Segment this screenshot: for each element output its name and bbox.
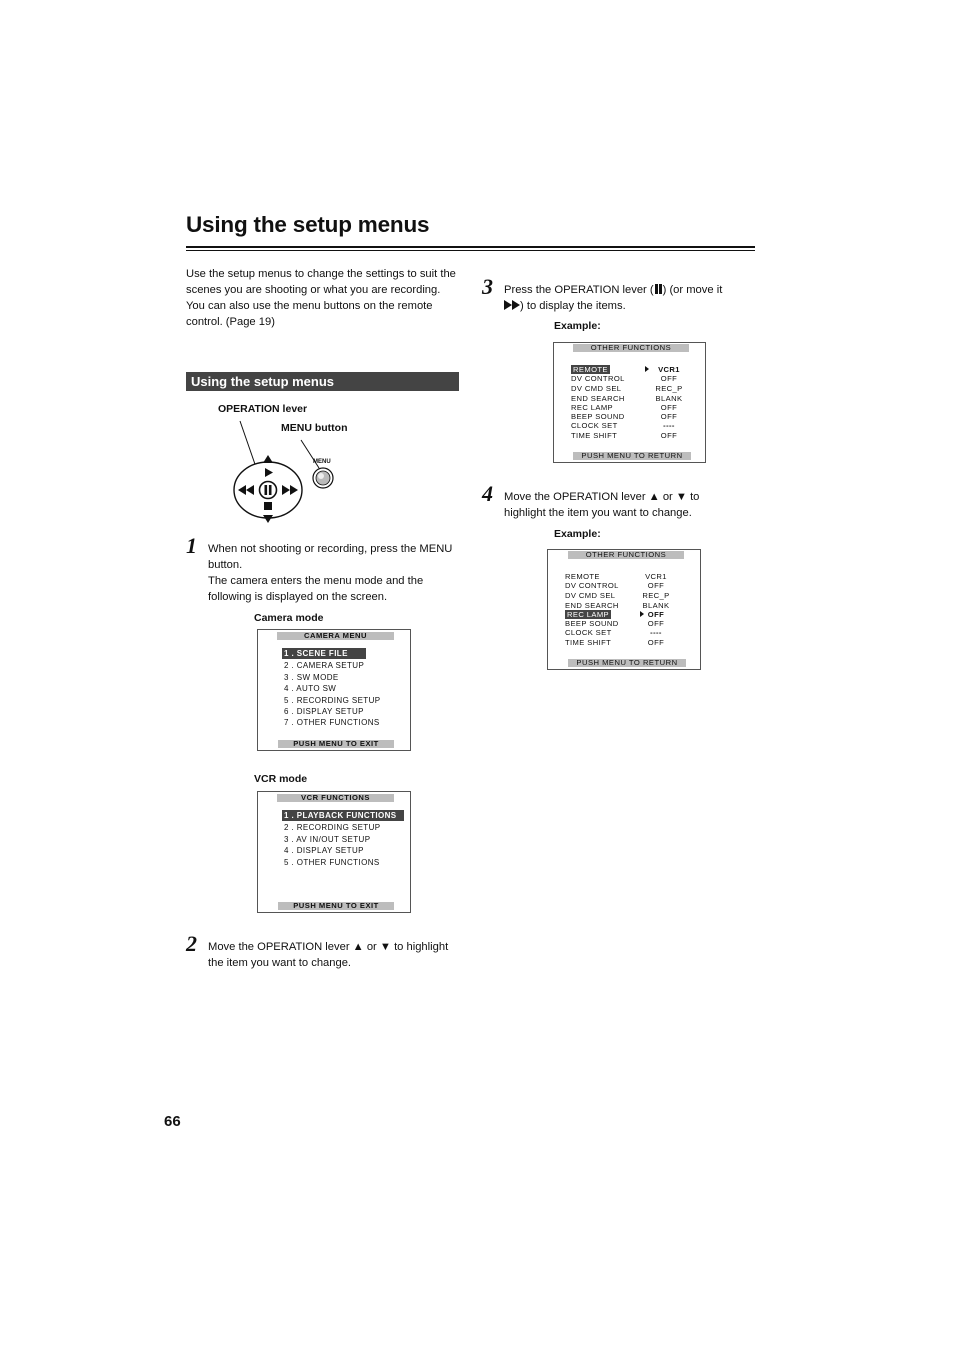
pause-icon <box>260 482 277 499</box>
page-number: 66 <box>164 1113 181 1130</box>
example-1-title: OTHER FUNCTIONS <box>573 344 689 352</box>
step-2-number: 2 <box>186 931 197 956</box>
example-1-key: REMOTE <box>573 365 608 374</box>
step-2-text: Move the OPERATION lever ▲ or ▼ to highlight the item you want to change. <box>208 941 449 969</box>
vcr-menu-item-2[interactable]: 2 . RECORDING SETUP <box>284 823 381 832</box>
step-4-number: 4 <box>482 481 493 506</box>
camera-menu-item-4[interactable]: 4 . AUTO SW <box>284 684 337 693</box>
example-2-value: ---- <box>650 628 662 637</box>
example-1-row[interactable] <box>571 394 701 403</box>
intro-text-1: Use the setup menus to change the settings to suit the scenes you are shooting or what you are recording. <box>186 268 456 296</box>
example-2-row[interactable] <box>565 601 695 610</box>
step-1-text-2: The camera enters the menu mode and the following is displayed on the screen. <box>208 575 424 603</box>
section-heading: Using the setup menus <box>186 372 459 391</box>
step-1-text-1: When not shooting or recording, press the MENU button. <box>208 543 453 571</box>
example-2-value: VCR1 <box>645 572 667 581</box>
pause-icon <box>654 284 663 294</box>
camera-menu-item-5[interactable]: 5 . RECORDING SETUP <box>284 696 381 705</box>
example-2-value: BLANK <box>642 601 670 610</box>
example-1-key: DV CONTROL <box>571 374 625 383</box>
vcr-menu-list <box>282 810 407 880</box>
menu-small-label: MENU <box>313 459 331 465</box>
vcr-menu-item-4[interactable]: 4 . DISPLAY SETUP <box>284 846 364 855</box>
example-1-row[interactable] <box>571 403 701 412</box>
step-4-text: Move the OPERATION lever ▲ or ▼ to highlight the item you want to change. <box>504 491 700 519</box>
example-2-row[interactable] <box>565 619 695 628</box>
step-3-text-a: Press the OPERATION lever ( <box>504 284 654 296</box>
example-1-value: OFF <box>660 374 678 383</box>
example-1-label: Example: <box>554 320 601 332</box>
fast-forward-icon <box>504 300 520 310</box>
example-2-row[interactable] <box>565 591 695 600</box>
example-2-key: CLOCK SET <box>565 628 612 637</box>
vcr-menu-item-5[interactable]: 5 . OTHER FUNCTIONS <box>284 858 380 867</box>
example-1-rows <box>571 365 701 445</box>
step-3-text <box>504 282 749 314</box>
example-1-key: BEEP SOUND <box>571 412 625 421</box>
example-1-row-remote[interactable] <box>571 365 701 374</box>
example-2-rows <box>565 572 695 652</box>
vcr-menu-footer: PUSH MENU TO EXIT <box>278 902 394 910</box>
example-2-key: BEEP SOUND <box>565 619 619 628</box>
example-2-value: OFF <box>647 619 665 628</box>
camera-menu-item-3[interactable]: 3 . SW MODE <box>284 673 339 682</box>
example-1-footer: PUSH MENU TO RETURN <box>573 452 691 460</box>
example-2-row[interactable] <box>565 638 695 647</box>
title-rule-thin <box>186 250 755 251</box>
menu-button-icon[interactable] <box>313 468 333 488</box>
example-1-value: OFF <box>660 412 678 421</box>
vcr-menu-item-1[interactable]: 1 . PLAYBACK FUNCTIONS <box>282 810 404 821</box>
example-1-key: DV CMD SEL <box>571 384 622 393</box>
step-3-text-c: ) to display the items. <box>520 300 626 312</box>
camera-menu-footer: PUSH MENU TO EXIT <box>278 740 394 748</box>
example-2-key: TIME SHIFT <box>565 638 612 647</box>
title-rule <box>186 246 755 248</box>
example-1-value: REC_P <box>655 384 683 393</box>
example-1-value: VCR1 <box>658 365 680 374</box>
example-2-row-rec-lamp[interactable] <box>565 610 695 619</box>
example-2-label: Example: <box>554 528 601 540</box>
example-1-row[interactable] <box>571 384 701 393</box>
camera-menu-item-7[interactable]: 7 . OTHER FUNCTIONS <box>284 718 380 727</box>
page-title: Using the setup menus <box>186 212 430 237</box>
example-2-value: REC_P <box>642 591 670 600</box>
vcr-menu-screen <box>257 791 411 913</box>
arrow-up-icon <box>263 455 273 463</box>
example-1-key: REC LAMP <box>571 403 614 412</box>
menu-button-label: MENU button <box>281 422 348 434</box>
step-3-number: 3 <box>482 274 493 299</box>
camera-menu-screen <box>257 629 411 751</box>
example-1-row[interactable] <box>571 421 701 430</box>
example-2-value: OFF <box>647 581 665 590</box>
arrow-down-icon <box>263 515 273 523</box>
vcr-menu-item-3[interactable]: 3 . AV IN/OUT SETUP <box>284 835 371 844</box>
example-2-value: OFF <box>647 610 665 619</box>
step-1-text <box>208 541 458 605</box>
intro-text-2: You can also use the menu buttons on the remote control. (Page 19) <box>186 300 433 328</box>
example-1-value: ---- <box>663 421 675 430</box>
example-2-key: DV CONTROL <box>565 581 619 590</box>
example-1-screen <box>553 342 706 463</box>
camera-menu-item-1[interactable]: 1 . SCENE FILE <box>282 648 366 659</box>
example-2-value: OFF <box>647 638 665 647</box>
example-1-key: CLOCK SET <box>571 421 618 430</box>
example-2-key: END SEARCH <box>565 601 619 610</box>
example-1-key: TIME SHIFT <box>571 431 618 440</box>
example-2-row[interactable] <box>565 572 695 581</box>
intro-paragraph <box>186 266 461 330</box>
example-2-key: REMOTE <box>565 572 600 581</box>
camera-menu-title: CAMERA MENU <box>277 632 394 640</box>
camera-menu-item-6[interactable]: 6 . DISPLAY SETUP <box>284 707 364 716</box>
example-2-screen <box>547 549 701 670</box>
example-1-row[interactable] <box>571 374 701 383</box>
example-1-value: BLANK <box>655 394 683 403</box>
example-2-key: DV CMD SEL <box>565 591 616 600</box>
camera-menu-item-2[interactable]: 2 . CAMERA SETUP <box>284 661 365 670</box>
operation-lever-diagram <box>225 415 348 530</box>
example-1-row[interactable] <box>571 412 701 421</box>
vcr-menu-title: VCR FUNCTIONS <box>277 794 394 802</box>
vcr-mode-label: VCR mode <box>254 773 308 785</box>
example-2-key: REC LAMP <box>567 610 610 619</box>
example-1-value: OFF <box>660 403 678 412</box>
step-1-number: 1 <box>186 533 197 558</box>
example-2-row[interactable] <box>565 628 695 637</box>
example-2-row[interactable] <box>565 581 695 590</box>
example-2-title: OTHER FUNCTIONS <box>568 551 684 559</box>
example-1-key: END SEARCH <box>571 394 625 403</box>
stop-icon <box>264 502 272 510</box>
example-1-value: OFF <box>660 431 678 440</box>
example-2-footer: PUSH MENU TO RETURN <box>568 659 686 667</box>
camera-mode-label: Camera mode <box>254 612 324 624</box>
example-1-row[interactable] <box>571 431 701 440</box>
operation-lever-label: OPERATION lever <box>218 403 308 415</box>
camera-menu-list <box>282 648 407 738</box>
step-3-text-b: ) (or move it <box>662 284 723 296</box>
